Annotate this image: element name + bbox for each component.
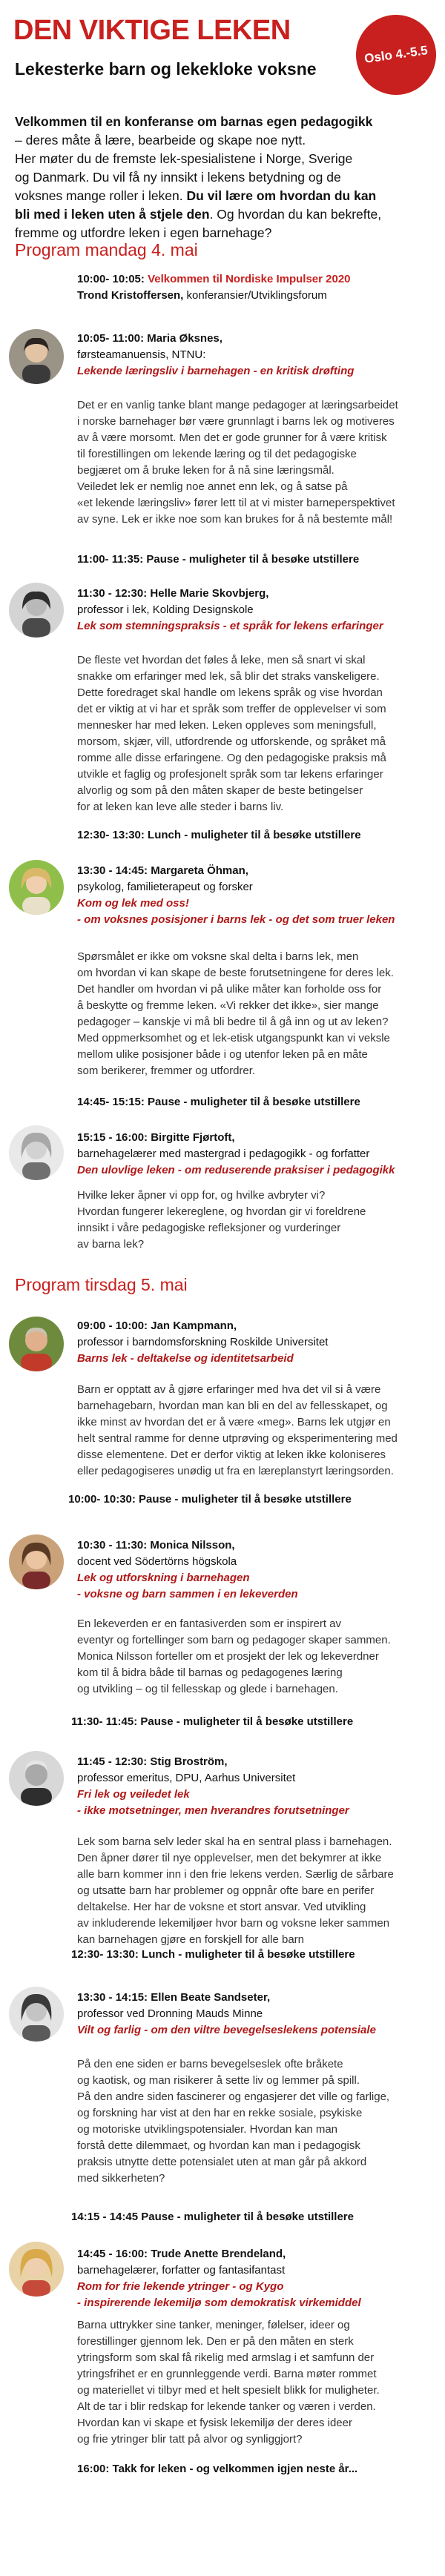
desc-line: om hvordan vi kan skape de beste forutsetningene for deres lek. — [77, 967, 394, 979]
desc-line: deltakelse. Her har de voksne et stort ansvar. Ved utvikling — [77, 1901, 366, 1913]
session-time-speaker: 14:45 - 16:00: Trude Anette Brendeland, — [77, 2248, 286, 2260]
desc-line: til forestillingen om lekende læring og til det pedagogiske — [77, 448, 357, 460]
desc-line: og motoriske utviklingspotensialer. Hvordan kan man — [77, 2123, 338, 2136]
desc-line: Monica Nilsson forteller om et prosjekt der lek og lekeverdner — [77, 1650, 379, 1663]
desc-line: mennesker har med leken. Leken oppleves som meningsfull, — [77, 719, 377, 732]
session-description — [77, 1188, 435, 1253]
session-birgitte-fjortoft — [77, 1130, 436, 1179]
intro-line: Velkommen til en konferanse om barnas egen pedagogikk — [15, 114, 373, 129]
desc-line: kom til å bidra både til barnas og pedagogenes læring — [77, 1666, 343, 1679]
session-topic: Lek som stemningspraksis - et språk for lekens erfaringer — [77, 620, 383, 632]
page-title: DEN VIKTIGE LEKEN — [13, 15, 291, 46]
intro-line: . Og hvordan du kan bekrefte, — [209, 207, 382, 222]
desc-line: ytringsform som skal få rikelig med armslag i et samfunn der — [77, 2351, 375, 2364]
desc-line: alle barn kommer inn i den frie lekens verden. Særlig de sårbare — [77, 1868, 394, 1881]
desc-line: Det handler om hvordan vi på ulike måter kan forholde oss for — [77, 983, 382, 996]
desc-line: for at leken kan leve alle steder i barns liv. — [77, 801, 284, 813]
desc-line: Hvordan kan vi skape et fysisk lekemiljø der deres ideer — [77, 2417, 352, 2429]
speaker-role: psykolog, familieterapeut og forsker — [77, 881, 253, 893]
desc-line: utvikle et faglig og profesjonelt språk som tar lekens erfaringer — [77, 768, 383, 781]
desc-line: ytringsfrihet er en grunnleggende verdi. Barna møter rommet — [77, 2368, 377, 2380]
intro-line: Her møter du de fremste lek-spesialistene i Norge, Sverige — [15, 151, 353, 166]
page-subtitle: Lekesterke barn og lekekloke voksne — [15, 59, 317, 79]
speaker-role: professor emeritus, DPU, Aarhus Universitet — [77, 1772, 296, 1784]
session-subtopic: - om voksnes posisjoner i barns lek - og det som truer leken — [77, 913, 395, 926]
desc-line: helt sentral ramme for denne utprøving og eksperimentering med — [77, 1432, 398, 1445]
session-topic: Lek og utforskning i barnehagen — [77, 1572, 250, 1584]
intro-text — [15, 113, 435, 242]
day1-heading: Program mandag 4. mai — [15, 240, 198, 259]
desc-line: romme alle disse erfaringene. Og den pedagogiske praksis må — [77, 752, 386, 764]
session-subtopic: - inspirerende lekemiljø som demokratisk virkemiddel — [77, 2297, 361, 2309]
desc-line: Det er en vanlig tanke blant mange pedagoger at læringsarbeidet — [77, 399, 398, 411]
desc-line: Spørsmålet er ikke om voksne skal delta i barns lek, men — [77, 950, 359, 963]
speaker-role: professor i barndomsforskning Roskilde Universitet — [77, 1336, 329, 1348]
session-time-speaker: 09:00 - 10:00: Jan Kampmann, — [77, 1320, 237, 1332]
speaker-photo-margareta-ohman — [9, 860, 64, 915]
speaker-role: førsteamanuensis, NTNU: — [77, 348, 206, 361]
desc-line: En lekeverden er en fantasiverden som er inspirert av — [77, 1618, 342, 1630]
desc-line: innsikt i våre pedagogiske refleksjoner og vurderinger — [77, 1222, 341, 1234]
desc-line: eller pedagogiseres unødig ut fra en læreplanstyrt læringsorden. — [77, 1465, 394, 1477]
desc-line: Veiledet lek er nemlig noe annet enn lek, og å satse på — [77, 480, 348, 493]
session-time-speaker: 10:05- 11:00: Maria Øksnes, — [77, 332, 222, 345]
desc-line: og materiellet vi tilbyr med et helt spesielt blikk for muligheter. — [77, 2384, 380, 2397]
session-time-speaker: 13:30 - 14:15: Ellen Beate Sandseter, — [77, 1991, 271, 2004]
break-item: 10:00- 10:30: Pause - muligheter til å besøke utstillere — [68, 1493, 352, 1506]
session-topic: Barns lek - deltakelse og identitetsarbeid — [77, 1352, 294, 1365]
intro-line: – deres måte å lære, bearbeide og skape noe nytt. — [15, 133, 306, 148]
session-margareta-ohman — [77, 863, 436, 928]
break-item: 12:30- 13:30: Lunch - muligheter til å besøke utstillere — [71, 1948, 355, 1961]
desc-line: morsom, skjær, vill, utfordrende og utforskende, og språket må — [77, 735, 386, 748]
session-description — [77, 1616, 435, 1698]
intro-line: fremme og utfordre leken i egen barnehage? — [15, 225, 272, 240]
desc-line: snakke om erfaringer med lek, så blir det straks vanskeligere. — [77, 670, 380, 683]
session-time-speaker: 10:30 - 11:30: Monica Nilsson, — [77, 1539, 235, 1552]
session-time-speaker: 11:45 - 12:30: Stig Broström, — [77, 1755, 228, 1768]
intro-emphasis: Du vil lære om hvordan du kan — [186, 188, 377, 203]
session-topic: Fri lek og veiledet lek — [77, 1788, 190, 1801]
session-description — [77, 652, 435, 815]
desc-line: «et lekende læringsliv» fører lett til at vi mister barneperspektivet — [77, 497, 395, 509]
break-item: 12:30- 13:30: Lunch - muligheter til å besøke utstillere — [77, 829, 361, 841]
closing-note: 16:00: Takk for leken - og velkommen igjen neste år... — [77, 2463, 358, 2475]
desc-line: På den ene siden er barns bevegelseslek ofte bråkete — [77, 2058, 343, 2070]
session-maria-oksnes — [77, 331, 436, 380]
session-time-speaker: 15:15 - 16:00: Birgitte Fjørtoft, — [77, 1131, 235, 1144]
speaker-photo-maria-oksnes — [9, 329, 64, 384]
speaker-photo-stig-brostrom — [9, 1751, 64, 1806]
desc-line: alvorlig og som på den måten skaper de beste betingelser — [77, 784, 363, 797]
desc-line: med sikkerheten? — [77, 2172, 165, 2185]
desc-line: forstå dette dilemmaet, og hvordan kan man i pedagogisk — [77, 2139, 360, 2152]
desc-line: det er viktig at vi har et språk som treffer de opplevelser vi som — [77, 703, 386, 715]
session-helle-marie-skovbjerg — [77, 586, 436, 635]
speaker-photo-ellen-beate-sandseter — [9, 1987, 64, 2042]
desc-line: og kaotisk, og man risikerer å sette liv og lemmer på spill. — [77, 2074, 360, 2087]
session-description — [77, 2317, 435, 2448]
desc-line: som berikerer, fremmer og utfordrer. — [77, 1064, 256, 1077]
session-topic: Rom for frie lekende ytringer - og Kygo — [77, 2280, 284, 2293]
desc-line: Dette foredraget skal handle om lekens språk og vise hvordan — [77, 686, 383, 699]
desc-line: å beskytte og fremme leken. «Vi rekker det ikke», sier mange — [77, 999, 379, 1012]
speaker-photo-monica-nilsson — [9, 1534, 64, 1589]
break-item: 14:45- 15:15: Pause - muligheter til å besøke utstillere — [77, 1096, 360, 1108]
speaker-role: professor i lek, Kolding Designskole — [77, 603, 254, 616]
opening-session — [77, 271, 351, 304]
desc-line: Hvilke leker åpner vi opp for, og hvilke avbryter vi? — [77, 1189, 326, 1202]
intro-line: og Danmark. Du vil få ny innsikt i lekens betydning og de — [15, 170, 341, 185]
desc-line: og forskning har vist at den har en rekke sosiale, psykiske — [77, 2107, 363, 2119]
session-time-speaker: 13:30 - 14:45: Margareta Öhman, — [77, 864, 248, 877]
session-topic: Vilt og farlig - om den viltre bevegelseslekens potensiale — [77, 2024, 376, 2036]
session-subtopic: - ikke motsetninger, men hverandres forutsetninger — [77, 1804, 349, 1817]
break-item: 11:00- 11:35: Pause - muligheter til å besøke utstillere — [77, 553, 360, 566]
session-description — [77, 2056, 435, 2187]
session-description — [77, 397, 435, 528]
desc-line: Barn er opptatt av å gjøre erfaringer med hva det vil si å være — [77, 1383, 381, 1396]
desc-line: Den åpner dører til nye opplevelser, men det bekymrer at ikke — [77, 1852, 382, 1864]
desc-line: av inkluderende lekemiljøer hvor barn og voksne leker sammen — [77, 1917, 390, 1930]
session-description — [77, 1834, 435, 1948]
session-description — [77, 949, 435, 1079]
intro-line: voksnes mange roller i leken. — [15, 188, 187, 203]
session-topic: Den ulovlige leken - om reduserende praksiser i pedagogikk — [77, 1164, 395, 1176]
desc-line: Barna uttrykker sine tanker, meninger, følelser, ideer og — [77, 2319, 350, 2331]
header — [0, 0, 445, 83]
desc-line: av syne. Lek er ikke noe som kan brukes for å nå bestemte mål! — [77, 513, 393, 526]
speaker-photo-trude-anette-brendeland — [9, 2242, 64, 2297]
desc-line: og utvikling – og til fellesskap og glede i barnehagen. — [77, 1683, 338, 1695]
desc-line: eventyr og fortellinger som barn og pedagoger skaper sammen. — [77, 1634, 391, 1646]
desc-line: av barna lek? — [77, 1238, 145, 1251]
desc-line: av å være morsomt. Men det er gode grunner for å være kritisk — [77, 431, 387, 444]
opening-time: 10:00- 10:05: — [77, 273, 145, 285]
date-badge: Oslo 4.-5.5 — [351, 10, 441, 100]
day2-heading: Program tirsdag 5. mai — [15, 1275, 188, 1294]
desc-line: kan barnehagen gjøre en forskjell for alle barn — [77, 1933, 305, 1946]
desc-line: De fleste vet hvordan det føles å leke, men så snart vi skal — [77, 654, 366, 666]
session-description — [77, 1382, 435, 1480]
session-topic: Lekende læringsliv i barnehagen - en kritisk drøfting — [77, 365, 355, 377]
session-ellen-beate-sandseter — [77, 1990, 436, 2039]
desc-line: barnehagebarn, hvordan man kan bli en del av fellesskapet, og — [77, 1400, 388, 1412]
speaker-role: barnehagelærer med mastergrad i pedagogikk - og forfatter — [77, 1148, 370, 1160]
desc-line: pedagoger – kanskje vi må bli bedre til å gå inn og ut av leken? — [77, 1016, 389, 1028]
desc-line: Alt de tar i blir redskap for lekende tanker og væren i verden. — [77, 2400, 376, 2413]
desc-line: og frie ytringer blir tatt på alvor og synliggjort? — [77, 2433, 303, 2446]
desc-line: mellom ulike posisjoner både i og utenfor leken på en måte — [77, 1048, 368, 1061]
speaker-photo-jan-kampmann — [9, 1317, 64, 1371]
desc-line: praksis utnytte dette potensialet uten at man går på akkord — [77, 2156, 367, 2168]
desc-line: disse elementene. Det er derfor viktig at leken ikke koloniseres — [77, 1448, 386, 1461]
session-trude-anette-brendeland — [77, 2246, 436, 2311]
session-monica-nilsson — [77, 1537, 436, 1603]
session-topic: Kom og lek med oss! — [77, 897, 189, 910]
desc-line: ikke minst av hvordan det er å være «meg». Barns lek utgjør en — [77, 1416, 391, 1428]
desc-line: og utsatte barn har problemer og oppnår ofte bare en perifer — [77, 1884, 375, 1897]
session-jan-kampmann — [77, 1318, 436, 1367]
desc-line: På den andre siden fascinerer og engasjerer det ville og farlige, — [77, 2090, 390, 2103]
desc-line: begjæret om å bruke leken for å nå sine læringsmål. — [77, 464, 334, 477]
break-item: 11:30- 11:45: Pause - muligheter til å besøke utstillere — [71, 1715, 354, 1728]
break-item: 14:15 - 14:45 Pause - muligheter til å besøke utstillere — [71, 2211, 354, 2223]
desc-line: Hvordan fungerer lekereglene, og hvordan gir vi foreldrene — [77, 1205, 366, 1218]
desc-line: Med oppmerksomhet og et lek-etisk utgangspunkt kan vi veksle — [77, 1032, 390, 1044]
speaker-role: docent ved Södertörns högskola — [77, 1555, 237, 1568]
speaker-photo-helle-marie-skovbjerg — [9, 583, 64, 638]
desc-line: Lek som barna selv leder skal ha en sentral plass i barnehagen. — [77, 1835, 392, 1848]
desc-line: i norske barnehager bør være grunnlagt i barns lek og motiveres — [77, 415, 395, 428]
opening-role: konferansier/Utviklingsforum — [186, 289, 327, 302]
session-stig-brostrom — [77, 1754, 436, 1819]
speaker-photo-birgitte-fjortoft — [9, 1125, 64, 1180]
opening-name: Trond Kristoffersen, — [77, 289, 184, 302]
session-subtopic: - voksne og barn sammen i en lekeverden — [77, 1588, 298, 1600]
speaker-role: professor ved Dronning Mauds Minne — [77, 2007, 263, 2020]
session-time-speaker: 11:30 - 12:30: Helle Marie Skovbjerg, — [77, 587, 269, 600]
intro-emphasis: bli med i leken uten å stjele den — [15, 207, 210, 222]
desc-line: forestillinger gjennom lek. Den er på den måten en sterk — [77, 2335, 354, 2348]
speaker-role: barnehagelærer, forfatter og fantasifantast — [77, 2264, 286, 2277]
opening-title: Velkommen til Nordiske Impulser 2020 — [148, 273, 351, 285]
